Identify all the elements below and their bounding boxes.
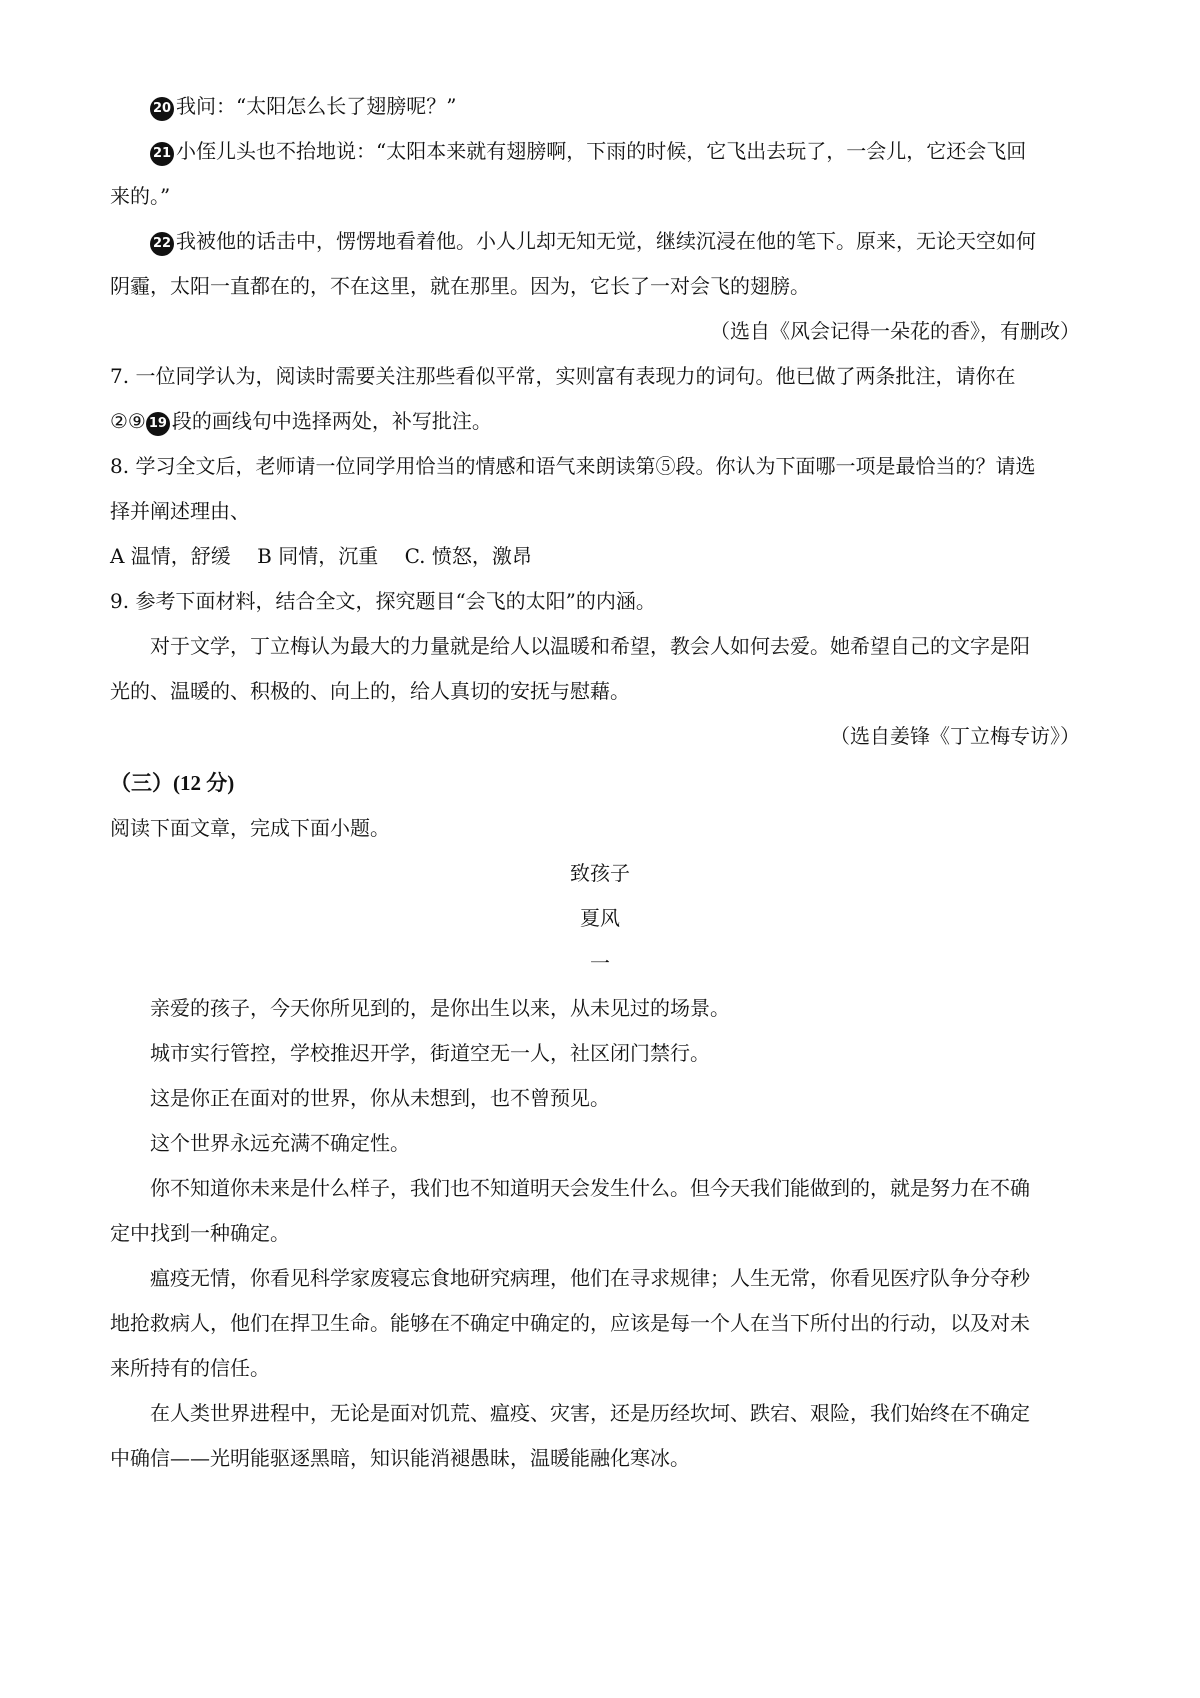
article-paragraph-cont: 地抢救病人，他们在捍卫生命。能够在不确定中确定的，应该是每一个人在当下所付出的行动，以及对未 — [110, 1311, 1030, 1335]
article-author: 夏风 — [580, 906, 620, 930]
article-paragraph-cont: 中确信——光明能驱逐黑暗，知识能消褪愚昧，温暖能融化寒冰。 — [110, 1446, 690, 1470]
article-paragraph: 亲爱的孩子，今天你所见到的，是你出生以来，从未见过的场景。 — [150, 996, 730, 1020]
article-title: 致孩子 — [570, 861, 630, 885]
paragraph-22-line2: 阴霾，太阳一直都在的，不在这里，就在那里。因为，它长了一对会飞的翅膀。 — [110, 274, 810, 298]
question-8-options: A 温情，舒缓 B 同情，沉重 C. 愤怒，激昂 — [110, 544, 532, 568]
question-9-material-line2: 光的、温暖的、积极的、向上的，给人真切的安抚与慰藉。 — [110, 679, 630, 703]
article-paragraph: 城市实行管控，学校推迟开学，街道空无一人，社区闭门禁行。 — [150, 1041, 710, 1065]
paragraph-21-line1: 21 小侄儿头也不抬地说：“太阳本来就有翅膀啊，下雨的时候，它飞出去玩了，一会儿，它还会飞回 — [150, 137, 1026, 166]
material-source: （选自姜锋《丁立梅专访》） — [830, 724, 1080, 748]
section-instruction: 阅读下面文章，完成下面小题。 — [110, 816, 390, 840]
article-paragraph: 这是你正在面对的世界，你从未想到，也不曾预见。 — [150, 1086, 610, 1110]
question-8-line2: 择并阐述理由、 — [110, 499, 250, 523]
article-paragraph: 你不知道你未来是什么样子，我们也不知道明天会发生什么。但今天我们能做到的，就是努力在不确 — [150, 1176, 1030, 1200]
question-9: 9. 参考下面材料，结合全文，探究题目“会飞的太阳”的内涵。 — [110, 589, 656, 613]
article-paragraph: 瘟疫无情，你看见科学家废寝忘食地研究病理，他们在寻求规律；人生无常，你看见医疗队争分夺秒 — [150, 1266, 1030, 1290]
question-7-line2: ②⑨ 19 段的画线句中选择两处，补写批注。 — [110, 407, 492, 436]
paragraph-22-line1: 22 我被他的话击中，愣愣地看着他。小人儿却无知无觉，继续沉浸在他的笔下。原来，无论天空如何 — [150, 227, 1036, 256]
paragraph-number: 19 — [146, 412, 170, 436]
paragraph-number: 21 — [150, 142, 174, 166]
paragraph-number: 22 — [150, 232, 174, 256]
paragraph-21-line2: 来的。” — [110, 184, 171, 208]
article-paragraph: 在人类世界进程中，无论是面对饥荒、瘟疫、灾害，还是历经坎坷、跌宕、艰险，我们始终在不确定 — [150, 1401, 1030, 1425]
question-9-material-line1: 对于文学，丁立梅认为最大的力量就是给人以温暖和希望，教会人如何去爱。她希望自己的文字是阳 — [150, 634, 1030, 658]
question-8-line1: 8. 学习全文后，老师请一位同学用恰当的情感和语气来朗读第⑤段。你认为下面哪一项是最恰当的？请选 — [110, 454, 1036, 478]
article-paragraph: 这个世界永远充满不确定性。 — [150, 1131, 410, 1155]
paragraph-20: 20 我问：“太阳怎么长了翅膀呢？” — [150, 92, 456, 121]
story-source: （选自《风会记得一朵花的香》，有删改） — [710, 319, 1080, 343]
paragraph-number: 20 — [150, 97, 174, 121]
section-heading: （三）(12 分) — [110, 771, 235, 795]
article-paragraph-cont: 定中找到一种确定。 — [110, 1221, 290, 1245]
question-7-line1: 7. 一位同学认为，阅读时需要关注那些看似平常，实则富有表现力的词句。他已做了两条批注，请你在 — [110, 364, 1016, 388]
article-paragraph-cont: 来所持有的信任。 — [110, 1356, 270, 1380]
article-part-number: 一 — [590, 951, 610, 975]
